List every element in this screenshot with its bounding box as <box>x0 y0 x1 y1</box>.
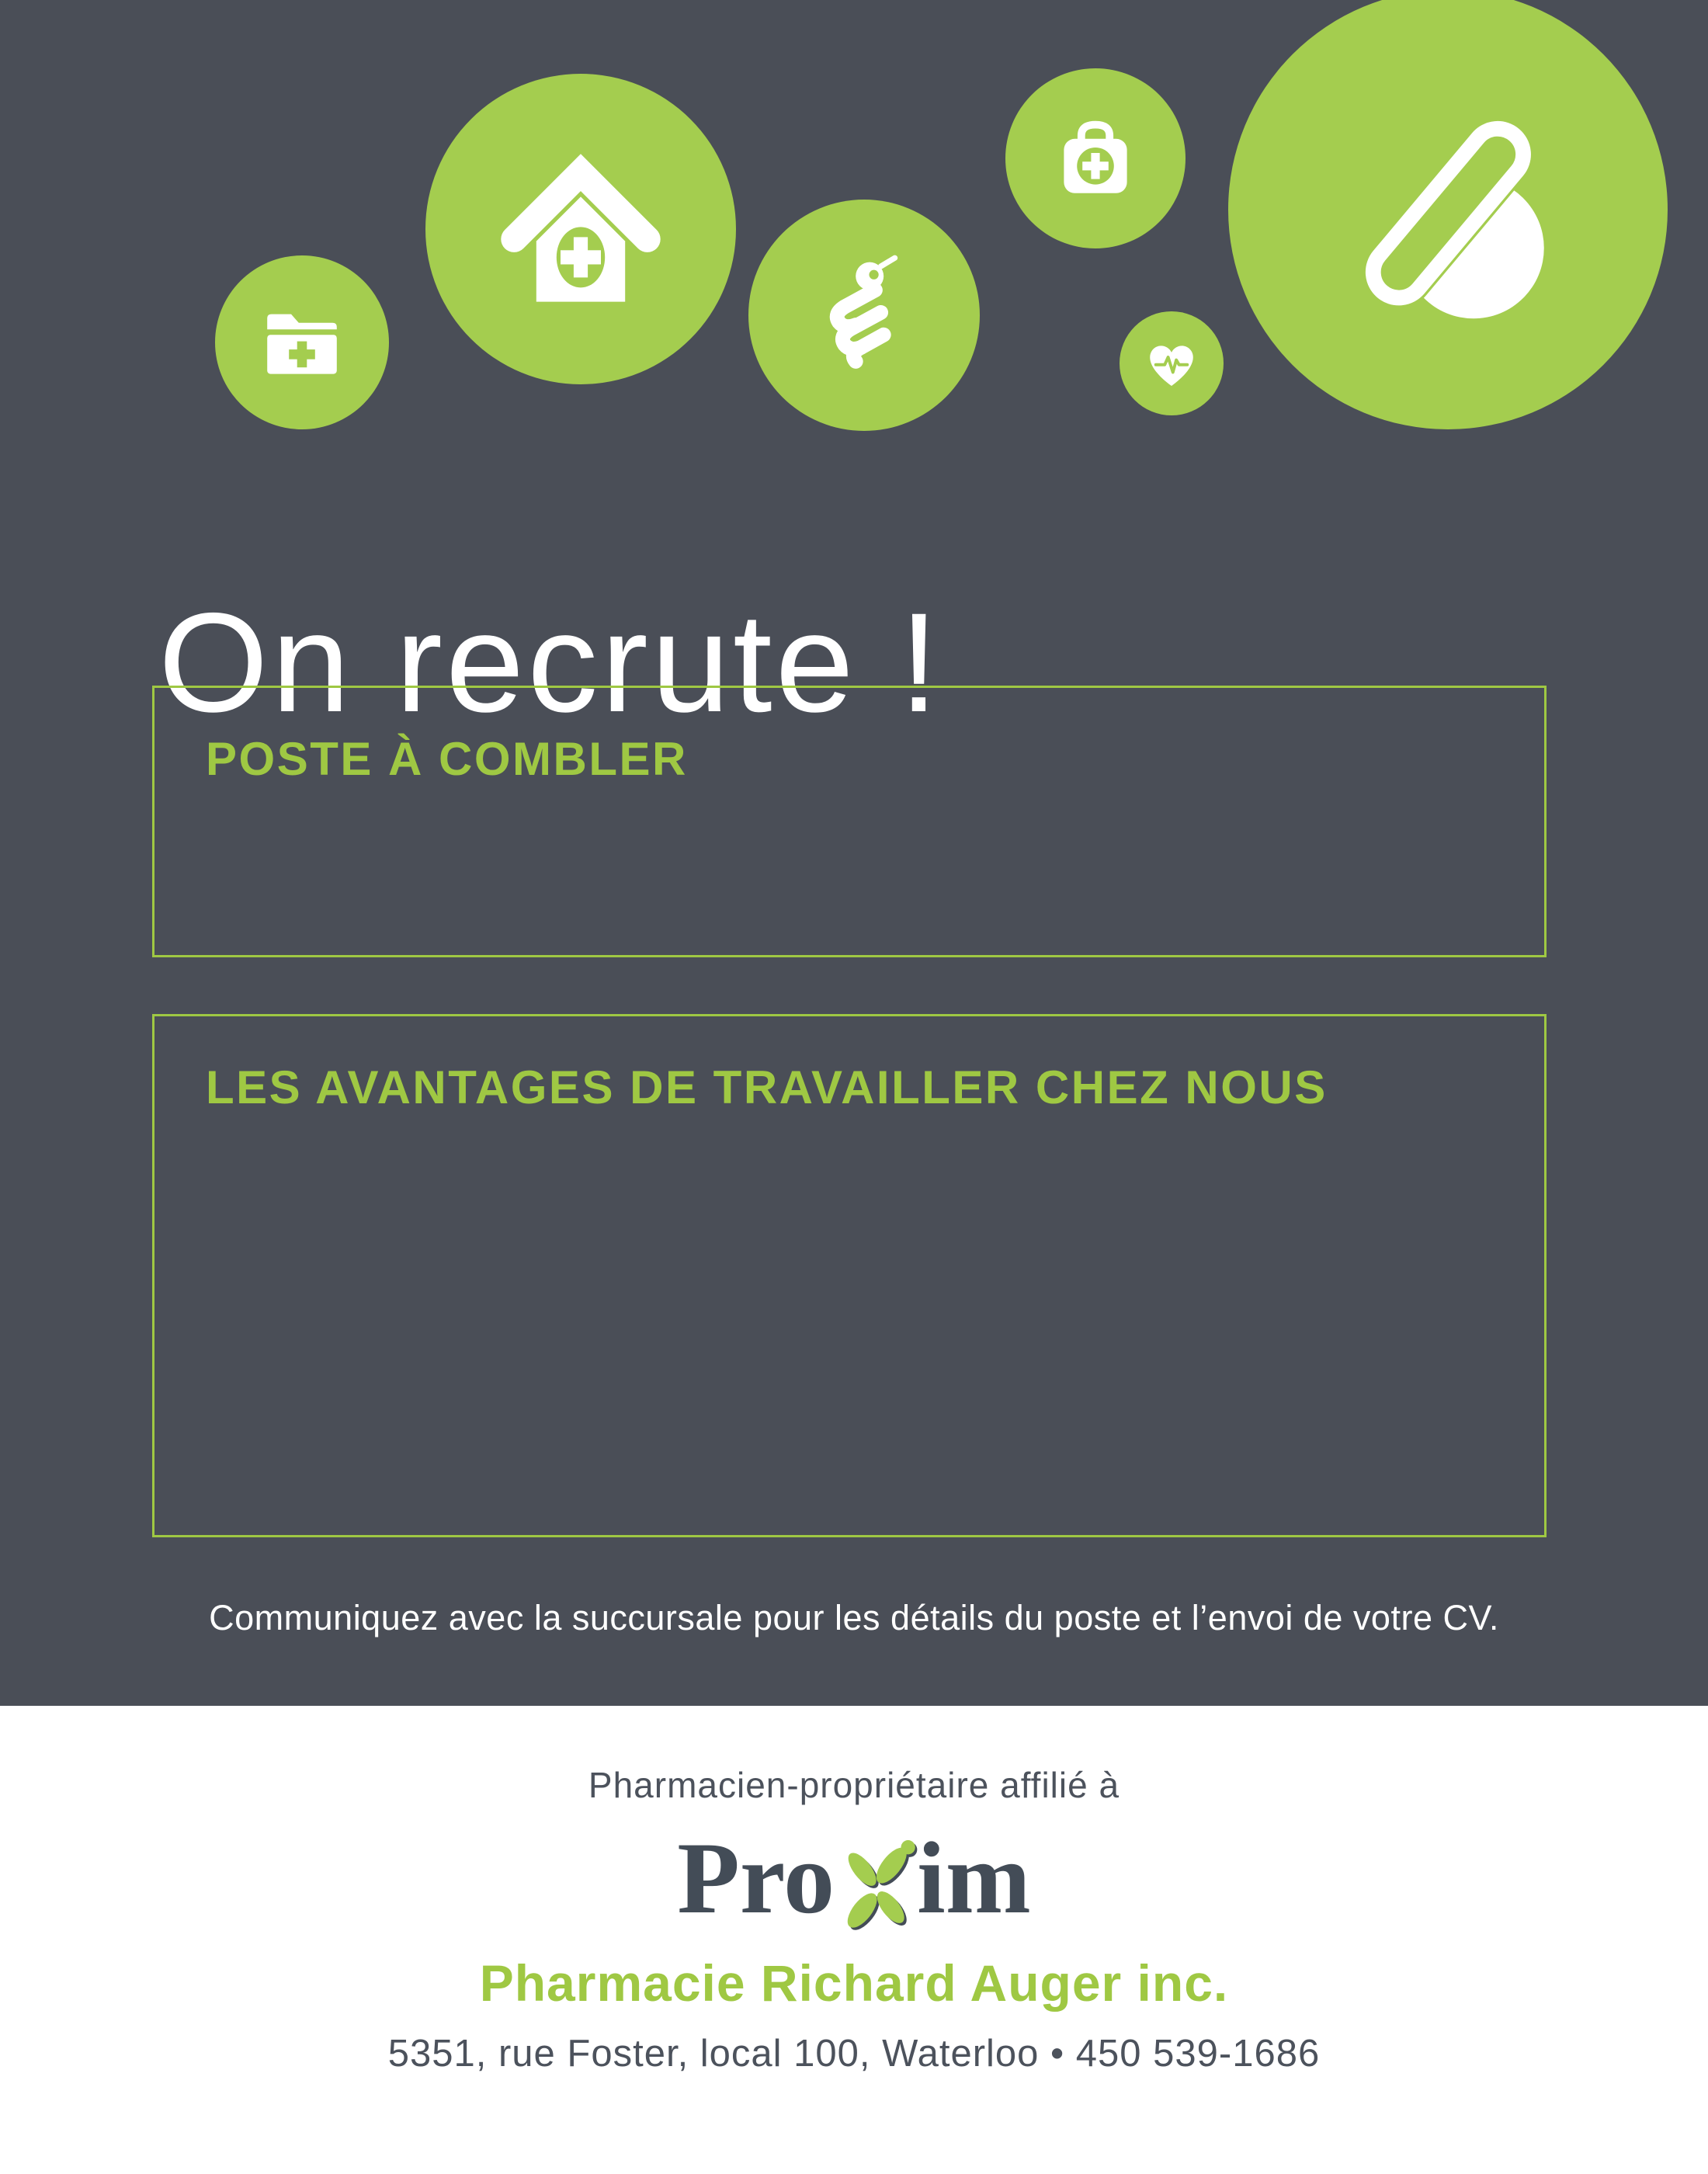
position-box <box>152 686 1547 957</box>
benefits-box <box>152 1014 1547 1537</box>
page-title: On recrute ! <box>158 582 942 741</box>
position-heading: POSTE À COMBLER <box>206 733 688 785</box>
proxim-logo <box>0 1822 1708 1934</box>
affiliation-text: Pharmacien-propriétaire affilié à <box>588 1765 1120 1805</box>
benefits-heading: LES AVANTAGES DE TRAVAILLER CHEZ NOUS <box>206 1061 1328 1113</box>
pharmacy-address: 5351, rue Foster, local 100, Waterloo • 450 539-1686 <box>387 2033 1321 2075</box>
folder-plus-icon <box>248 288 356 397</box>
pill-capsule-circle <box>1228 0 1668 429</box>
medical-house-icon <box>480 128 682 330</box>
heart-pulse-circle <box>1120 311 1224 415</box>
caduceus-icon <box>794 245 934 385</box>
pill-capsule-icon <box>1320 82 1576 338</box>
footer <box>0 1706 1708 2174</box>
medical-house-circle <box>425 74 736 384</box>
heart-pulse-icon <box>1137 329 1206 398</box>
pharmacy-name: Pharmacie Richard Auger inc. <box>479 1954 1229 2013</box>
contact-note: Communiquez avec la succursale pour les détails du poste et l’envoi de votre CV. <box>209 1598 1499 1637</box>
proxim-x-leaves-icon <box>838 1838 918 1931</box>
proxim-logo-pre: Pro <box>677 1821 835 1935</box>
proxim-logo-post: im <box>917 1821 1031 1935</box>
caduceus-circle <box>748 200 980 431</box>
folder-plus-circle <box>215 255 389 429</box>
first-aid-kit-icon <box>1041 104 1150 213</box>
first-aid-kit-circle <box>1005 68 1186 248</box>
